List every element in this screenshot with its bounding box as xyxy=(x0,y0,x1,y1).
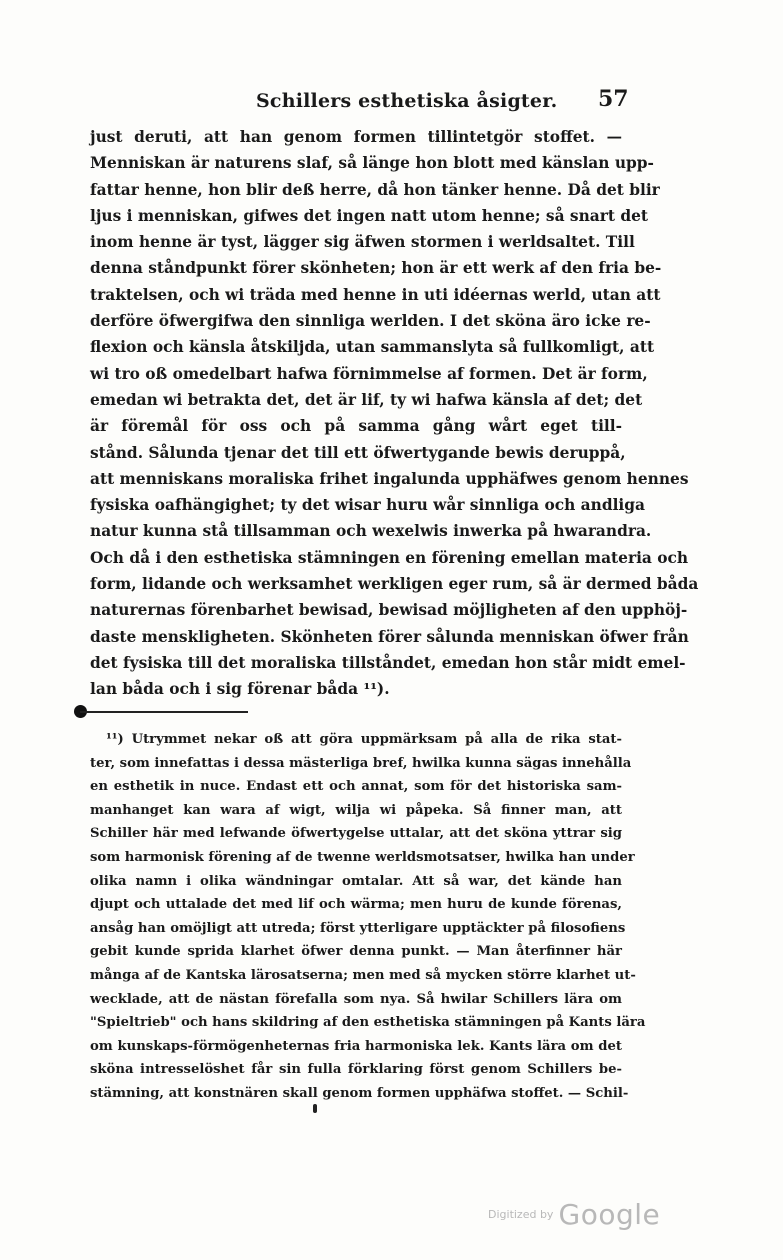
body-line: traktelsen, och wi träda med henne in uti idéernas werld, utan att xyxy=(90,285,661,304)
footnote-line: som harmonisk förening af de twenne werldsmotsatser, hwilka han under xyxy=(90,849,635,865)
body-line: fysiska oafhängighet; ty det wisar huru wår sinnliga och andliga xyxy=(90,496,646,515)
body-line: flexion och känsla åtskiljda, utan sammanslyta så fullkomligt, att xyxy=(90,338,655,357)
footnote-line: gebit kunde sprida klarhet öfwer denna punkt. — Man återfinner här xyxy=(90,944,622,960)
body-line: ljus i menniskan, gifwes det ingen natt utom henne; så snart det xyxy=(90,206,648,225)
body-line: emedan wi betrakta det, det är lif, ty wi hafwa känsla af det; det xyxy=(90,390,643,409)
body-line: fattar henne, hon blir deß herre, då hon tänker henne. Då det blir xyxy=(90,180,660,199)
body-line: lan båda och i sig förenar båda ¹¹). xyxy=(90,680,390,699)
watermark-logo: Google xyxy=(558,1198,661,1231)
body-line: stånd. Sålunda tjenar det till ett öfwertygande bewis deruppå, xyxy=(90,443,626,462)
footnote-line: manhanget kan wara af wigt, wilja wi påpeka. Så finner man, att xyxy=(90,802,622,818)
footnote-line: ansåg han omöjligt att utreda; först ytterligare upptäckter på filosofiens xyxy=(90,920,626,936)
body-line: att menniskans moraliska frihet ingalunda upphäfwes genom hennes xyxy=(90,469,689,488)
body-line: det fysiska till det moraliska tillståndet, emedan hon står midt emel- xyxy=(90,653,686,672)
body-line: inom henne är tyst, lägger sig äfwen stormen i werldsaltet. Till xyxy=(90,233,635,252)
digitized-watermark xyxy=(488,1198,660,1231)
body-line: Menniskan är naturens slaf, så länge hon blott med känslan upp- xyxy=(90,154,654,173)
body-line: wi tro oß omedelbart hafwa förnimmelse af formen. Det är form, xyxy=(90,364,648,383)
running-head: Schillers esthetiska åsigter. xyxy=(256,90,558,112)
footnote-line: en esthetik in nuce. Endast ett och annat, som för det historiska sam- xyxy=(90,779,622,795)
body-line: är föremål för oss och på samma gång wårt eget till- xyxy=(90,417,622,436)
body-line: natur kunna stå tillsamman och wexelwis inwerka på hwarandra. xyxy=(90,522,652,541)
body-line: form, lidande och werksamhet werkligen eger rum, så är dermed båda xyxy=(90,575,699,594)
body-line: daste menskligheten. Skönheten förer sålunda menniskan öfwer från xyxy=(90,627,689,646)
footnote-line: ter, som innefattas i dessa mästerliga bref, hwilka kunna sägas innehålla xyxy=(90,755,632,771)
footnote-line: stämning, att konstnären skall genom formen upphäfwa stoffet. — Schil- xyxy=(90,1085,629,1101)
main-text-block xyxy=(90,124,699,703)
ink-speck xyxy=(313,1104,317,1113)
footnote-line: ¹¹) Utrymmet nekar oß att göra uppmärksam på alla de rika stat- xyxy=(106,732,622,747)
body-line: naturernas förenbarhet bewisad, bewisad möjligheten af den upphöj- xyxy=(90,601,688,620)
footnote-line: många af de Kantska lärosatserna; men med så mycken större klarhet ut- xyxy=(90,967,636,983)
footnote-line: sköna intresselöshet får sin fulla förklaring först genom Schillers be- xyxy=(90,1062,622,1078)
watermark-prefix: Digitized by xyxy=(488,1208,554,1221)
body-line: just deruti, att han genom formen tillintetgör stoffet. — xyxy=(90,128,622,146)
footnote-line: om kunskaps-förmögenheternas fria harmoniska lek. Kants lära om det xyxy=(90,1038,622,1054)
body-line: derföre öfwergifwa den sinnliga werlden. I det sköna äro icke re- xyxy=(90,312,651,331)
footnote-rule xyxy=(80,711,248,713)
footnote-line: wecklade, att de nästan förefalla som nya. Så hwilar Schillers lära om xyxy=(90,991,622,1007)
footnote-line: "Spieltrieb" och hans skildring af den esthetiska stämningen på Kants lära xyxy=(90,1015,646,1031)
footnote-line: Schiller här med lefwande öfwertygelse uttalar, att det sköna yttrar sig xyxy=(90,826,622,842)
body-line: Och då i den esthetiska stämningen en förening emellan materia och xyxy=(90,548,689,567)
footnote-line: olika namn i olika wändningar omtalar. Att så war, det kände han xyxy=(90,873,622,889)
footnote-line: djupt och uttalade det med lif och wärma; men huru de kunde förenas, xyxy=(90,897,622,913)
page-number: 57 xyxy=(598,86,629,112)
body-line: denna ståndpunkt förer skönheten; hon är ett werk af den fria be- xyxy=(90,259,662,278)
footnote-block xyxy=(90,728,646,1106)
